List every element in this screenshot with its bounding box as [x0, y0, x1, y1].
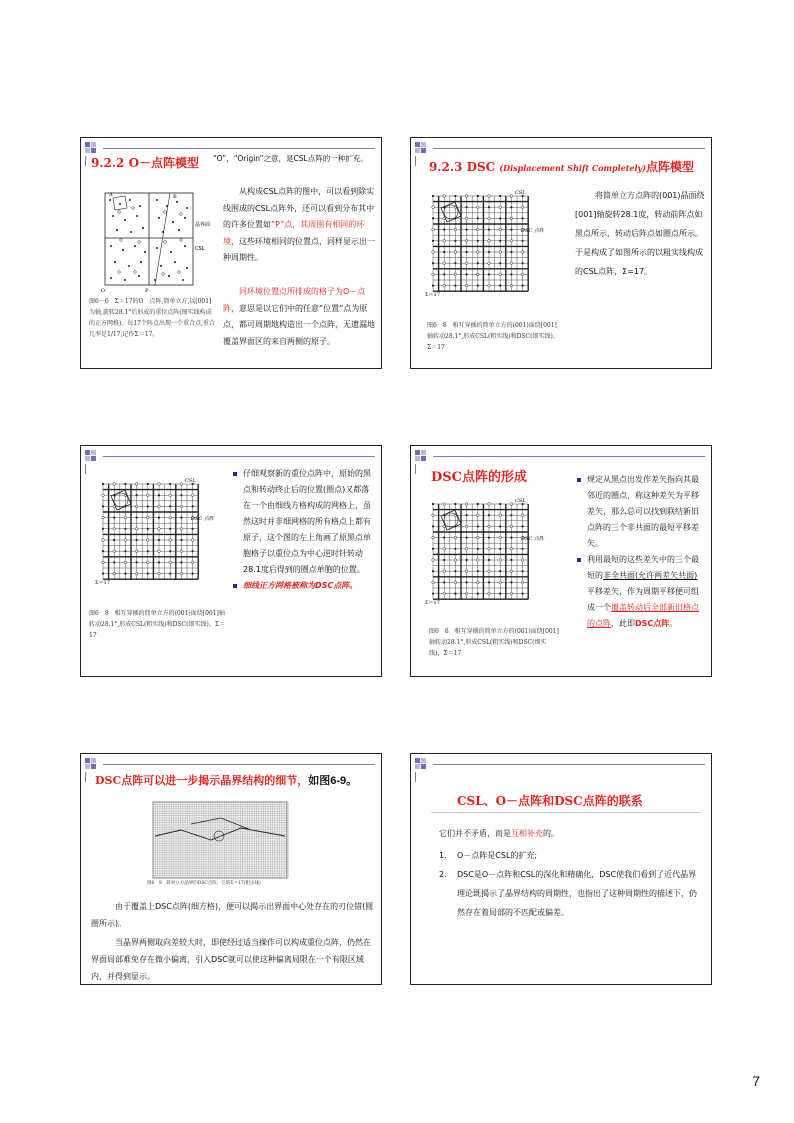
slide-decoration [415, 142, 433, 156]
svg-text:O: O [101, 288, 106, 294]
bullet-list [233, 466, 377, 594]
bullet-list [577, 472, 705, 632]
figure-caption: 图6 9 简单立方晶界的DSC点阵，它的Σ＝17(粗实线) [147, 881, 261, 886]
svg-text:DSC 点阵: DSC 点阵 [191, 516, 214, 522]
svg-text:B: B [173, 194, 177, 200]
slide-dsc-formation [410, 445, 712, 677]
intro-text: 它们并不矛盾，而是互相补充的。 [439, 829, 559, 838]
slide-title: 9.2.2 O－点阵模型 [91, 156, 200, 170]
slide-dsc-model [410, 137, 712, 369]
slide-dsc-observation [80, 445, 382, 677]
body-paragraph: 将简单立方点阵的(001)晶面绕[001]轴旋转28.1度，转动前阵点如黑点所示，转动后阵点如圈点所示。于是构成了如图所示的以粗实线构成的CSL点阵，Σ=17。 [575, 191, 705, 276]
slide-relationship [410, 753, 712, 985]
slide-decoration [415, 758, 433, 772]
dsc-lattice-figure [425, 496, 543, 608]
body-paragraph: 由于覆盖上DSC点阵(细方格)，便可以揭示出界面中心处存在的刃位错(圆圈所示)。 [91, 902, 374, 928]
page-number: 7 [752, 1073, 760, 1089]
bullet-item: 规定从黑点出发作差矢指向其最邻近的圈点，称这种差矢为平移差矢，那么总可以找到联结新旧点阵的三个非共面的最短平移差矢。 [577, 472, 705, 552]
svg-text:A: A [109, 192, 113, 198]
slide-title: CSL、O－点阵和DSC点阵的联系 [457, 794, 643, 808]
slide-title: DSC点阵可以进一步揭示晶界结构的细节，如图6-9。 [95, 774, 358, 787]
svg-text:DSC 点阵: DSC 点阵 [521, 536, 544, 542]
svg-text:CSL: CSL [185, 478, 196, 484]
intro-text: “O”，“Origin”之意，是CSL点阵的一种扩充。 [213, 154, 368, 163]
list-item: 2. DSC是O－点阵和CSL的深化和精确化，DSC使我们看到了近代晶界理论既揭示了晶界结构的周期性，也指出了这种周期性的描述下，仍然存在着局部的不匹配或偏差。 [439, 870, 697, 917]
slide-title: DSC点阵的形成 [431, 470, 528, 485]
figure-caption: 图6 8 相互穿插的简单立方的(001)面绕[001]轴转动28.1°,形成CSL(粗实线)和DSC(细实线)，Σ＝17 [427, 322, 559, 351]
slide-decoration [85, 758, 103, 772]
bullet-item: 细线正方网格被称为DSC点阵。 [233, 578, 377, 594]
svg-text:P: P [145, 288, 149, 294]
svg-text:DSC 点阵: DSC 点阵 [521, 228, 544, 234]
figure-caption: 图6 8 相互穿插的简单立方的(001)面绕[001]轴转动28.1°,形成CSL(粗实线)和DSC(细实线)，Σ＝17 [89, 610, 226, 639]
grain-boundary-dsc-figure [151, 800, 289, 880]
csl-label: CSL [195, 246, 205, 252]
body-paragraph: 从构成CSL点阵的图中，可以看到除实线围成的CSL点阵外，还可以看到分布其中的许多位置如“P”点，其周围有相同的环境，这些环境相同的位置点，同样显示出一种周期性。 [223, 187, 375, 262]
slide-decoration [85, 450, 103, 464]
slide-title: 9.2.3 DSC (Displacement Shift Completely)点阵模型 [429, 160, 695, 174]
dsc-lattice-figure [95, 476, 213, 588]
slide-dsc-detail [80, 753, 382, 985]
svg-text:Σ＝17: Σ＝17 [425, 292, 440, 298]
bullet-item: 利用最短的这些差矢中的三个最短的非全共面(允许两差矢共面)平移差矢，作为周期平移便可组成一个覆盖转动后全部新旧格点的点阵，此即DSC点阵。 [577, 552, 705, 632]
figure-caption: 图6 8 相互穿插的简单立方的(001)面绕[001]轴转动28.1°,形成CSL(粗实线)和DSC(细实线)，Σ＝17 [429, 628, 559, 657]
svg-text:CSL: CSL [515, 498, 526, 504]
body-paragraph-2: 同环境位置点所排成的格子为O－点阵，意思是以它们中的任意“位置”点为原点，都可周期地构造出一个点阵，无遗漏地覆盖界面区的来自两侧的原子。 [223, 287, 375, 346]
svg-text:Σ＝17: Σ＝17 [95, 580, 110, 586]
bullet-item: 仔细观察新的重位点阵中，原始的黑点和转动终止后的位置(圈点)又都落在一个由细线方格构成的网格上，虽然这时并非细网格的所有格点上都有原子，这个图的左上角画了原黑点单胞格子以重位点为中心逆时针转动28.1度后得到的圈点单胞的位置。 [233, 466, 377, 578]
o-lattice-figure [95, 188, 211, 298]
svg-text:CSL: CSL [515, 190, 526, 196]
svg-text:Σ＝17: Σ＝17 [425, 600, 440, 606]
figure-caption: 图6－6 Σ＝17的O 点阵,简单立方,以[001]为轴,旋转28.1°后形成的重位点阵(图实线构成的正方网格)。每17个阵点出现一个重合点,重合几率是1/17,记作Σ＝17。 [89, 298, 215, 338]
body-paragraph-2: 当晶界两侧取向差较大时，即使经过适当操作可以构成重位点阵，仍然在界面局部难免存在微小偏离，引入DSC就可以使这种偏离局限在一个有限区域内，并得到显示。 [91, 938, 371, 981]
list-item: 1. O－点阵是CSL的扩充; [439, 851, 538, 860]
boundary-label: 晶界面 [195, 222, 211, 228]
slide-o-lattice [80, 137, 382, 369]
dsc-lattice-figure [425, 188, 543, 300]
numbered-list [439, 846, 701, 922]
slide-decoration [415, 450, 433, 464]
